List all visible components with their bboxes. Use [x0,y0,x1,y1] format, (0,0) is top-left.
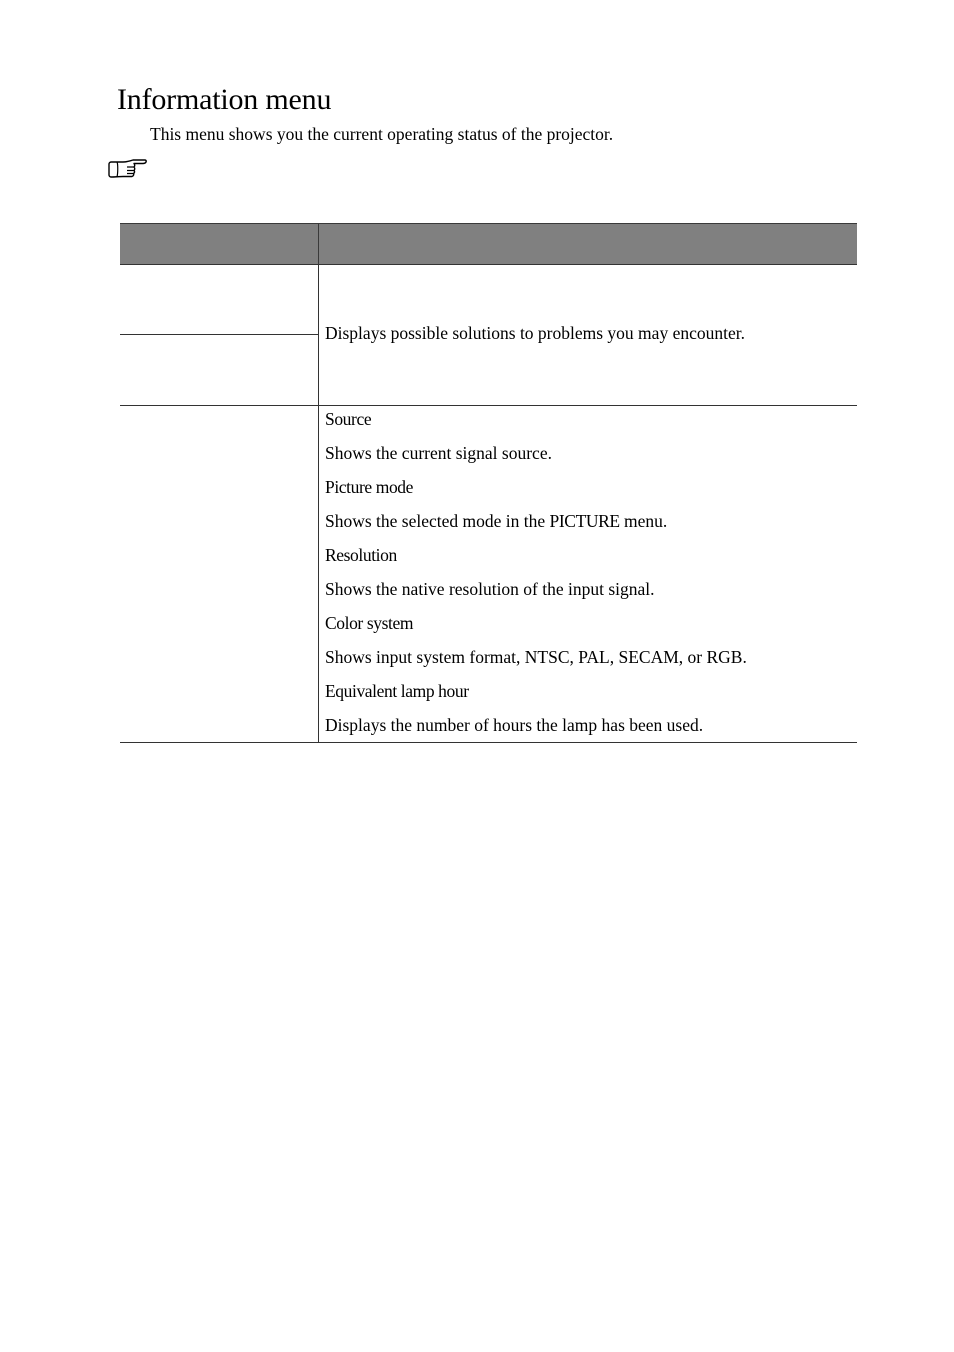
resolution-heading: Resolution [325,545,397,565]
table-header-row [120,223,857,264]
picture-menu-name: PICTURE [549,511,620,531]
picture-mode-heading: Picture mode [325,477,414,497]
row-divider [120,405,857,406]
picture-mode-description [325,509,667,533]
intro-text: This menu shows you the current operating status of the projector. [150,124,614,144]
header-column-divider [318,224,319,265]
picture-mode-text-before: Shows the selected mode in the [325,511,550,531]
page-title: Information menu [117,83,332,116]
source-heading: Source [325,409,372,429]
troubleshooting-description: Displays possible solutions to problems you may encounter. [325,323,745,343]
picture-mode-text-after: menu. [619,511,668,531]
row-divider [120,264,857,265]
color-system-description: Shows input system format, NTSC, PAL, SECAM, or RGB. [325,647,747,667]
source-description: Shows the current signal source. [325,443,552,463]
resolution-description: Shows the native resolution of the input signal. [325,579,655,599]
pointing-hand-icon [107,157,147,183]
lamp-hour-description: Displays the number of hours the lamp has been used. [325,715,704,735]
table-bottom-rule [120,742,857,743]
color-system-heading: Color system [325,613,414,633]
column-divider [318,264,319,743]
row-subdivider [120,334,318,335]
lamp-hour-heading: Equivalent lamp hour [325,681,469,701]
